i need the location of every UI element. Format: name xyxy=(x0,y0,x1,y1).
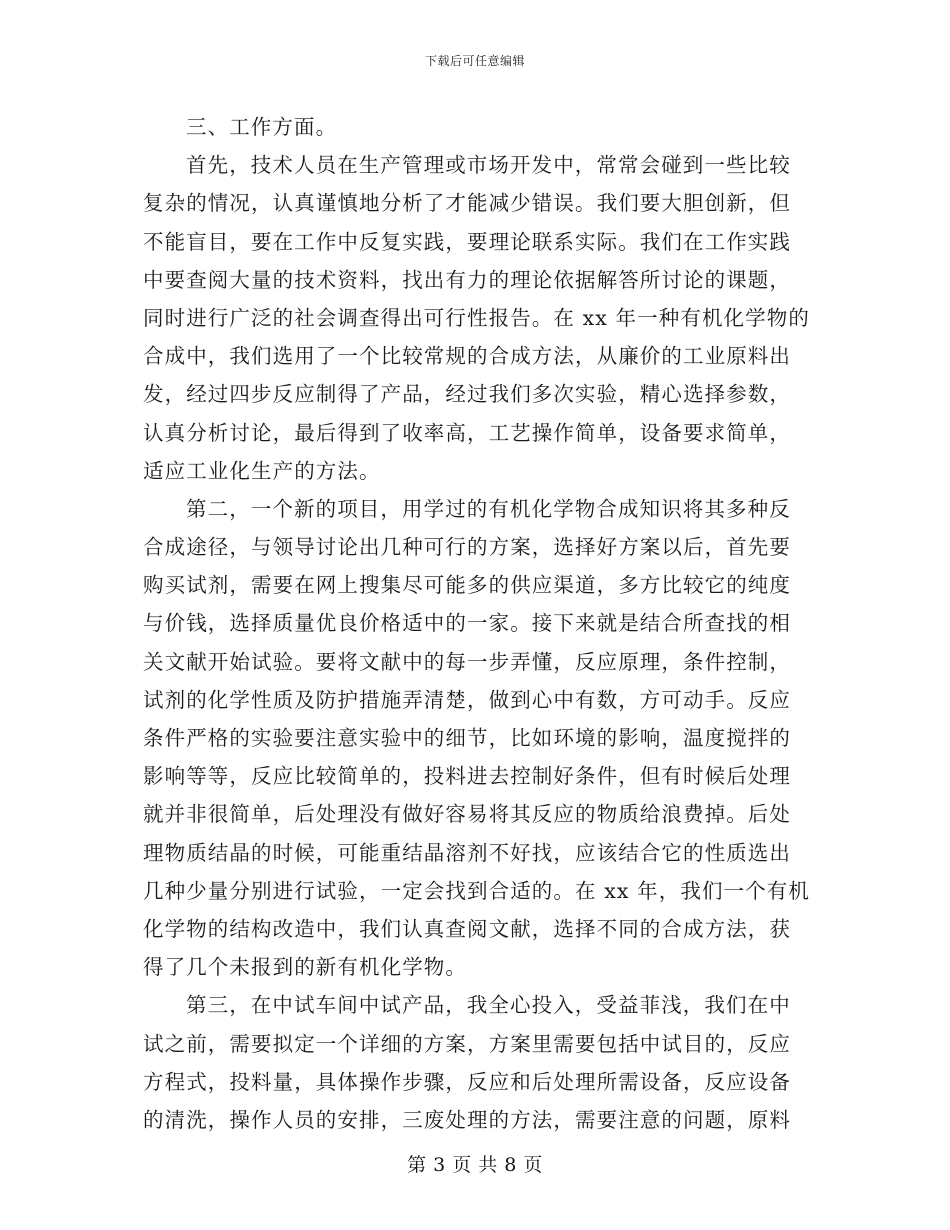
text-line: 发，经过四步反应制得了产品，经过我们多次实验，精心选择参数， xyxy=(143,382,791,407)
text-line: 的清洗，操作人员的安排，三废处理的方法，需要注意的问题，原料 xyxy=(143,1107,791,1132)
text-line: 不能盲目，要在工作中反复实践，要理论联系实际。我们在工作实践 xyxy=(143,229,791,254)
text-line: 影响等等，反应比较简单的，投料进去控制好条件，但有时候后处理 xyxy=(143,764,791,789)
text-line: 与价钱，选择质量优良价格适中的一家。接下来就是结合所查找的相 xyxy=(143,611,791,636)
page-header: 下载后可任意编辑 xyxy=(424,54,525,68)
text-line: 三、工作方面。 xyxy=(186,115,338,139)
page-number-footer: 第 3 页 共 8 页 xyxy=(407,1154,543,1176)
text-line: 几种少量分别进行试验，一定会找到合适的。在 xx 年，我们一个有机 xyxy=(143,878,810,903)
text-line: 同时进行广泛的社会调查得出可行性报告。在 xx 年一种有机化学物的 xyxy=(143,305,810,330)
text-line: 化学物的结构改造中，我们认真查阅文献，选择不同的合成方法，获 xyxy=(143,916,791,941)
text-line: 首先，技术人员在生产管理或市场开发中，常常会碰到一些比较 xyxy=(186,153,791,178)
text-line: 认真分析讨论，最后得到了收率高，工艺操作简单，设备要求简单， xyxy=(143,420,791,445)
text-line: 第三，在中试车间中试产品，我全心投入，受益菲浅，我们在中 xyxy=(186,993,791,1018)
document-body xyxy=(143,108,815,1139)
text-line: 理物质结晶的时候，可能重结晶溶剂不好找，应该结合它的性质选出 xyxy=(143,840,791,865)
text-line: 关文献开始试验。要将文献中的每一步弄懂，反应原理，条件控制， xyxy=(143,649,791,674)
text-line: 就并非很简单，后处理没有做好容易将其反应的物质给浪费掉。后处 xyxy=(143,802,791,827)
text-line: 合成途径，与领导讨论出几种可行的方案，选择好方案以后，首先要 xyxy=(143,535,791,560)
text-line: 条件严格的实验要注意实验中的细节，比如环境的影响，温度搅拌的 xyxy=(143,726,791,750)
text-line: 购买试剂，需要在网上搜集尽可能多的供应渠道，多方比较它的纯度 xyxy=(143,573,791,598)
text-line: 中要查阅大量的技术资料，找出有力的理论依据解答所讨论的课题， xyxy=(143,267,791,292)
text-line: 方程式，投料量，具体操作步骤，反应和后处理所需设备，反应设备 xyxy=(143,1069,791,1094)
text-line: 试之前，需要拟定一个详细的方案，方案里需要包括中试目的，反应 xyxy=(143,1031,791,1056)
text-line: 合成中，我们选用了一个比较常规的合成方法，从廉价的工业原料出 xyxy=(143,344,791,369)
text-line: 得了几个未报到的新有机化学物。 xyxy=(143,955,467,980)
text-line: 复杂的情况，认真谨慎地分析了才能减少错误。我们要大胆创新，但 xyxy=(143,191,791,216)
text-line: 适应工业化生产的方法。 xyxy=(143,458,381,483)
text-line: 第二，一个新的项目，用学过的有机化学物合成知识将其多种反 xyxy=(186,496,791,521)
text-line: 试剂的化学性质及防护措施弄清楚，做到心中有数，方可动手。反应 xyxy=(143,687,791,712)
